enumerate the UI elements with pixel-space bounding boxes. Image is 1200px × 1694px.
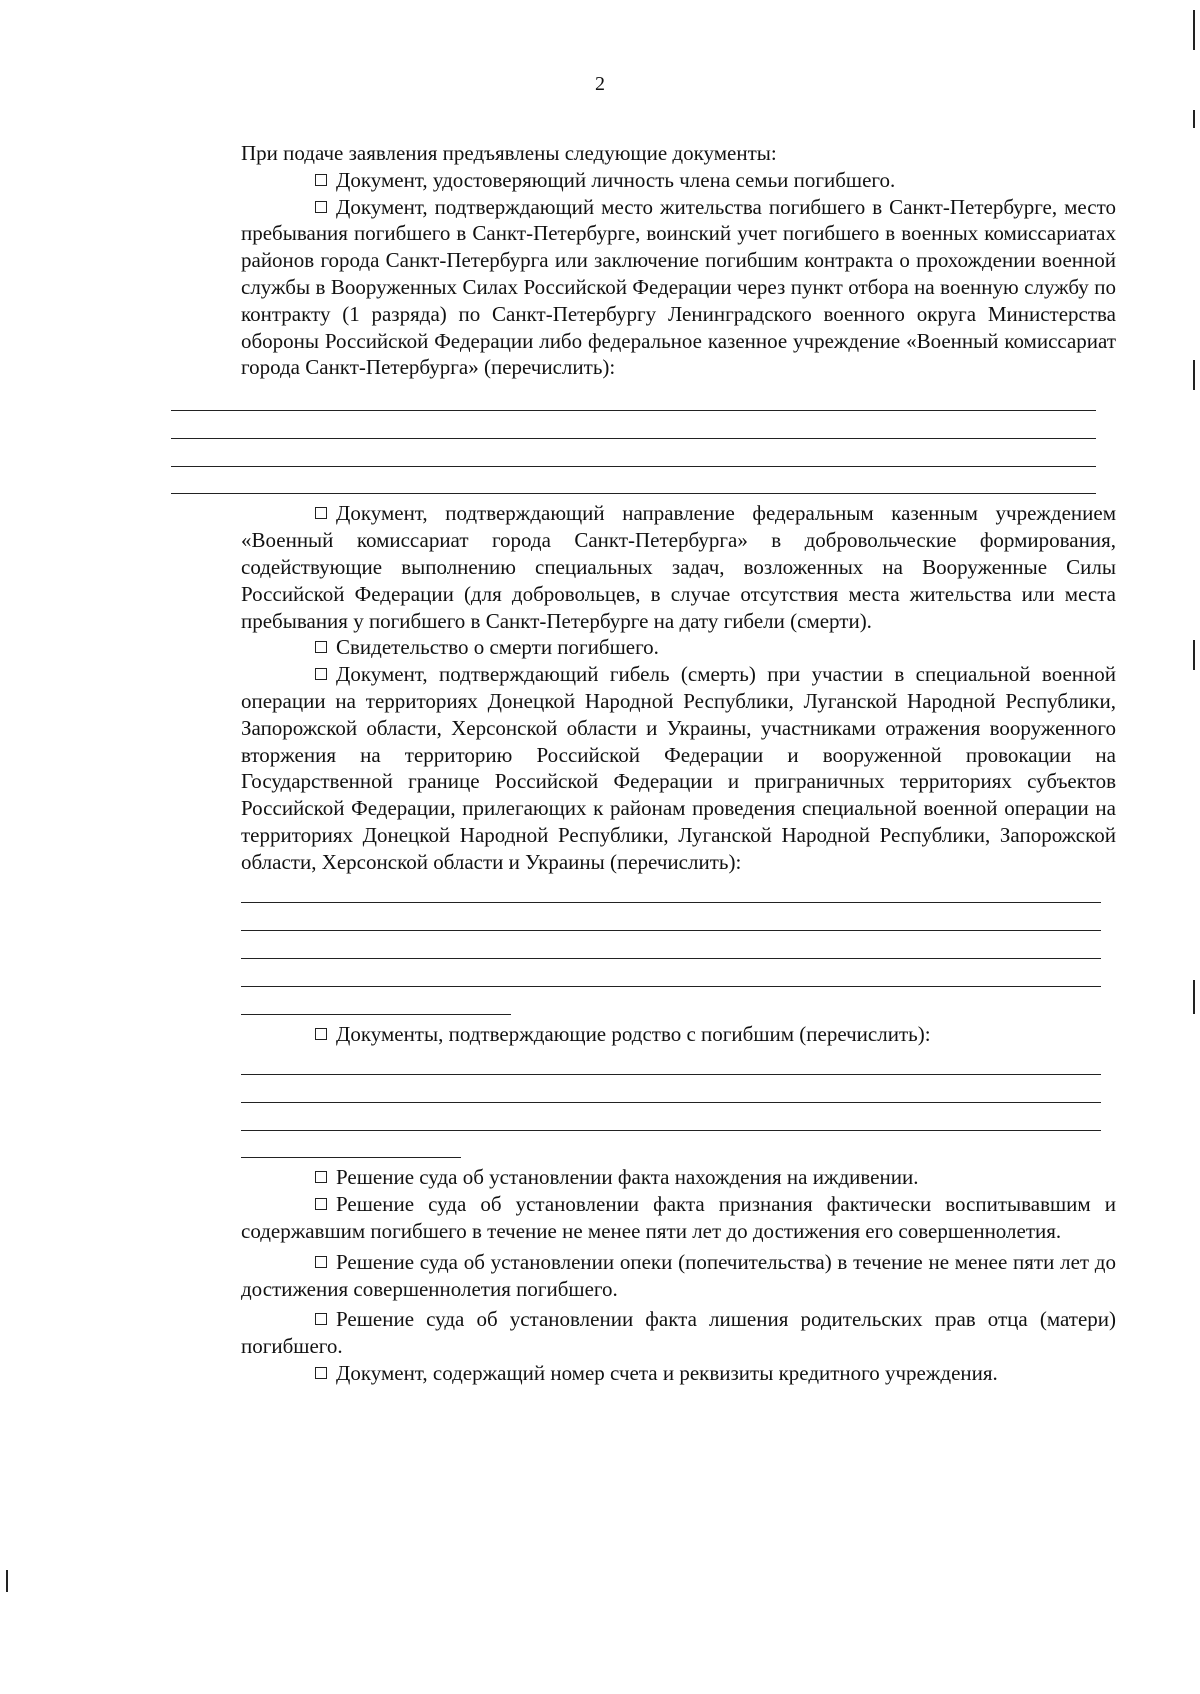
- item-court-dependency-text: Решение суда об установлении факта нахождения на иждивении.: [336, 1165, 919, 1190]
- residence-fill-lines: [171, 383, 1096, 494]
- checkbox-court-guardianship[interactable]: [315, 1256, 327, 1268]
- item-bank-details: [241, 1360, 1116, 1387]
- checkbox-death-in-operation[interactable]: [315, 668, 327, 680]
- checkbox-court-deprivation[interactable]: [315, 1313, 327, 1325]
- item-kinship-text: Документы, подтверждающие родство с погибшим (перечислить):: [336, 1021, 931, 1046]
- document-body: [241, 140, 1116, 1387]
- item-direction-text: Документ, подтверждающий направление федеральным казенным учреждением «Военный комиссариат города Санкт-Петербурга» в добровольческие формирования, содействующие выполнению специальных задач, возложенных на Вооруженные Силы Российской Федерации (для добровольцев, в случае отсутствия места жительства или места пребывания у погибшего в Санкт-Петербурге на дату гибели (смерти).: [241, 501, 1116, 633]
- item-court-guardianship-text: Решение суда об установлении опеки (попечительства) в течение не менее пяти лет до достижения совершеннолетия погибшего.: [241, 1249, 1116, 1301]
- item-bank-details-text: Документ, содержащий номер счета и реквизиты кредитного учреждения.: [336, 1361, 998, 1386]
- intro-text: При подаче заявления предъявлены следующие документы:: [241, 141, 777, 165]
- item-identity-text: Документ, удостоверяющий личность члена семьи погибшего.: [336, 167, 896, 192]
- item-court-deprivation: [241, 1306, 1116, 1360]
- item-death-certificate: [241, 634, 1116, 661]
- item-court-upbringing: [241, 1191, 1116, 1245]
- fill-line[interactable]: [241, 1075, 1101, 1103]
- item-court-deprivation-text: Решение суда об установлении факта лишения родительских прав отца (матери) погибшего.: [241, 1307, 1116, 1359]
- item-court-guardianship: [241, 1249, 1116, 1303]
- fill-line[interactable]: [241, 1103, 1101, 1131]
- page-number: 2: [595, 73, 605, 95]
- checkbox-bank-details[interactable]: [315, 1367, 327, 1379]
- checkbox-residence[interactable]: [315, 201, 327, 213]
- fill-line[interactable]: [171, 411, 1096, 439]
- fill-line-short[interactable]: [241, 987, 511, 1015]
- kinship-fill-lines: [241, 1047, 1101, 1158]
- fill-line[interactable]: [171, 439, 1096, 467]
- checkbox-direction[interactable]: [315, 507, 327, 519]
- item-death-certificate-text: Свидетельство о смерти погибшего.: [336, 635, 659, 660]
- item-court-dependency: [241, 1164, 1116, 1191]
- fill-line[interactable]: [241, 876, 1101, 904]
- fill-line[interactable]: [171, 467, 1096, 495]
- checkbox-death-certificate[interactable]: [315, 641, 327, 653]
- fill-line[interactable]: [241, 1047, 1101, 1075]
- fill-line[interactable]: [241, 931, 1101, 959]
- item-residence: [241, 194, 1116, 382]
- item-court-upbringing-text: Решение суда об установлении факта признания фактически воспитывавшим и содержавшим погибшего в течение не менее пяти лет до достижения его совершеннолетия.: [241, 1192, 1116, 1244]
- fill-line[interactable]: [241, 959, 1101, 987]
- checkbox-court-upbringing[interactable]: [315, 1198, 327, 1210]
- item-kinship: [241, 1021, 1116, 1048]
- checkbox-identity[interactable]: [315, 174, 327, 186]
- item-death-in-operation-text: Документ, подтверждающий гибель (смерть) при участии в специальной военной операции на территориях Донецкой Народной Республики, Луганской Народной Республики, Запорожской области, Херсонской области и Украины, участниками отражения вооруженного вторжения на территорию Российской Федерации и вооруженной провокации на Государственной границе Российской Федерации и приграничных территориях субъектов Российской Федерации, прилегающих к районам проведения специальной военной операции на территориях Донецкой Народной Республики, Луганской Народной Республики, Запорожской области, Херсонской области и Украины (перечислить):: [241, 662, 1116, 874]
- item-residence-text: Документ, подтверждающий место жительства погибшего в Санкт-Петербурге, место пребывания погибшего в Санкт-Петербурге, воинский учет погибшего в военных комиссариатах районов города Санкт-Петербурга или заключение погибшим контракта о прохождении военной службы в Вооруженных Силах Российской Федерации через пункт отбора на военную службу по контракту (1 разряда) по Санкт-Петербургу Ленинградского военного округа Министерства обороны Российской Федерации либо федеральное казенное учреждение «Военный комиссариат города Санкт-Петербурга» (перечислить):: [241, 194, 1116, 380]
- item-death-in-operation: [241, 661, 1116, 875]
- item-direction: [241, 500, 1116, 634]
- operation-fill-lines: [241, 876, 1101, 1015]
- fill-line-short[interactable]: [241, 1131, 461, 1159]
- checkbox-kinship[interactable]: [315, 1028, 327, 1040]
- checkbox-court-dependency[interactable]: [315, 1171, 327, 1183]
- item-identity: [241, 167, 1116, 194]
- fill-line[interactable]: [241, 903, 1101, 931]
- fill-line[interactable]: [171, 383, 1096, 411]
